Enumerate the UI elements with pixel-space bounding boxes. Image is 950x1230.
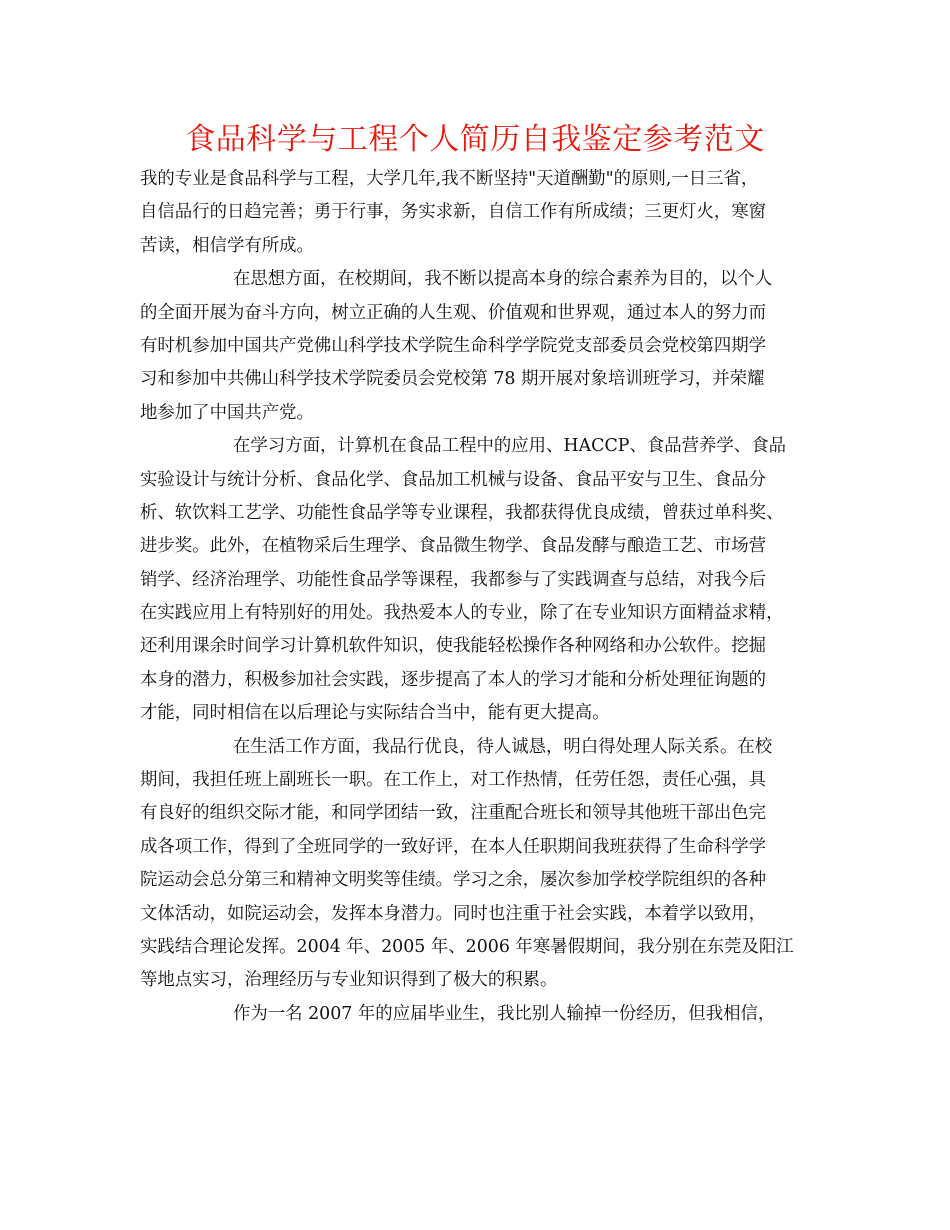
text-line: 院运动会总分第三和精神文明奖等佳绩。学习之余，屡次参加学校学院组织的各种 <box>140 870 767 891</box>
text-line: 还利用课余时间学习计算机软件知识，使我能轻松操作各种网络和办公软件。挖掘 <box>140 636 767 657</box>
text-line: 本身的潜力，积极参加社会实践，逐步提高了本人的学习才能和分析处理征询题的 <box>140 669 767 690</box>
text-line: 在实践应用上有特别好的用处。我热爱本人的专业，除了在专业知识方面精益求精， <box>140 603 784 624</box>
text-line: 自信品行的日趋完善；勇于行事，务实求新，自信工作有所成绩；三更灯火，寒窗 <box>140 202 767 223</box>
text-line: 析、软饮料工艺学、功能性食品学等专业课程，我都获得优良成绩，曾获过单科奖、 <box>140 502 784 523</box>
text-line: 才能，同时相信在以后理论与实际结合当中，能有更大提高。 <box>140 703 610 724</box>
text-line: 文体活动，如院运动会，发挥本身潜力。同时也注重于社会实践，本着学以致用， <box>140 903 767 924</box>
text-line: 实践结合理论发挥。2004 年、2005 年、2006 年寒暑假期间，我分别在东莞及阳江 <box>140 936 794 957</box>
document-title: 食品科学与工程个人简历自我鉴定参考范文 <box>185 122 765 157</box>
text-line: 习和参加中共佛山科学技术学院委员会党校第 78 期开展对象培训班学习，并荣耀 <box>140 369 765 390</box>
text-line: 我的专业是食品科学与工程，大学几年,我不断坚持"天道酬勤"的原则,一日三省， <box>140 169 759 189</box>
text-line: 在思想方面，在校期间，我不断以提高本身的综合素养为目的，以个人 <box>233 269 773 290</box>
text-line: 地参加了中国共产党。 <box>140 402 314 423</box>
text-line: 苦读，相信学有所成。 <box>140 235 314 256</box>
document-body <box>140 163 830 1031</box>
text-line: 作为一名 2007 年的应届毕业生，我比别人输掉一份经历，但我相信， <box>233 1003 776 1024</box>
text-line: 成各项工作，得到了全班同学的一致好评，在本人任职期间我班获得了生命科学学 <box>140 836 767 857</box>
text-line: 有时机参加中国共产党佛山科学技术学院生命科学学院党支部委员会党校第四期学 <box>140 335 767 356</box>
text-line: 在生活工作方面，我品行优良，待人诚恳，明白得处理人际关系。在校 <box>233 736 773 757</box>
text-line: 销学、经济治理学、功能性食品学等课程，我都参与了实践调查与总结，对我今后 <box>140 569 767 590</box>
text-line: 的全面开展为奋斗方向，树立正确的人生观、价值观和世界观，通过本人的努力而 <box>140 302 767 323</box>
text-line: 等地点实习，治理经历与专业知识得到了极大的积累。 <box>140 970 558 991</box>
text-line: 进步奖。此外，在植物采后生理学、食品微生物学、食品发酵与酿造工艺、市场营 <box>140 536 767 557</box>
text-line: 实验设计与统计分析、食品化学、食品加工机械与设备、食品平安与卫生、食品分 <box>140 469 767 490</box>
text-line: 在学习方面，计算机在食品工程中的应用、HACCP、食品营养学、食品 <box>233 436 786 457</box>
text-line: 期间，我担任班上副班长一职。在工作上，对工作热情，任劳任怨，责任心强，具 <box>140 770 767 791</box>
text-line: 有良好的组织交际才能，和同学团结一致，注重配合班长和领导其他班干部出色完 <box>140 803 767 824</box>
